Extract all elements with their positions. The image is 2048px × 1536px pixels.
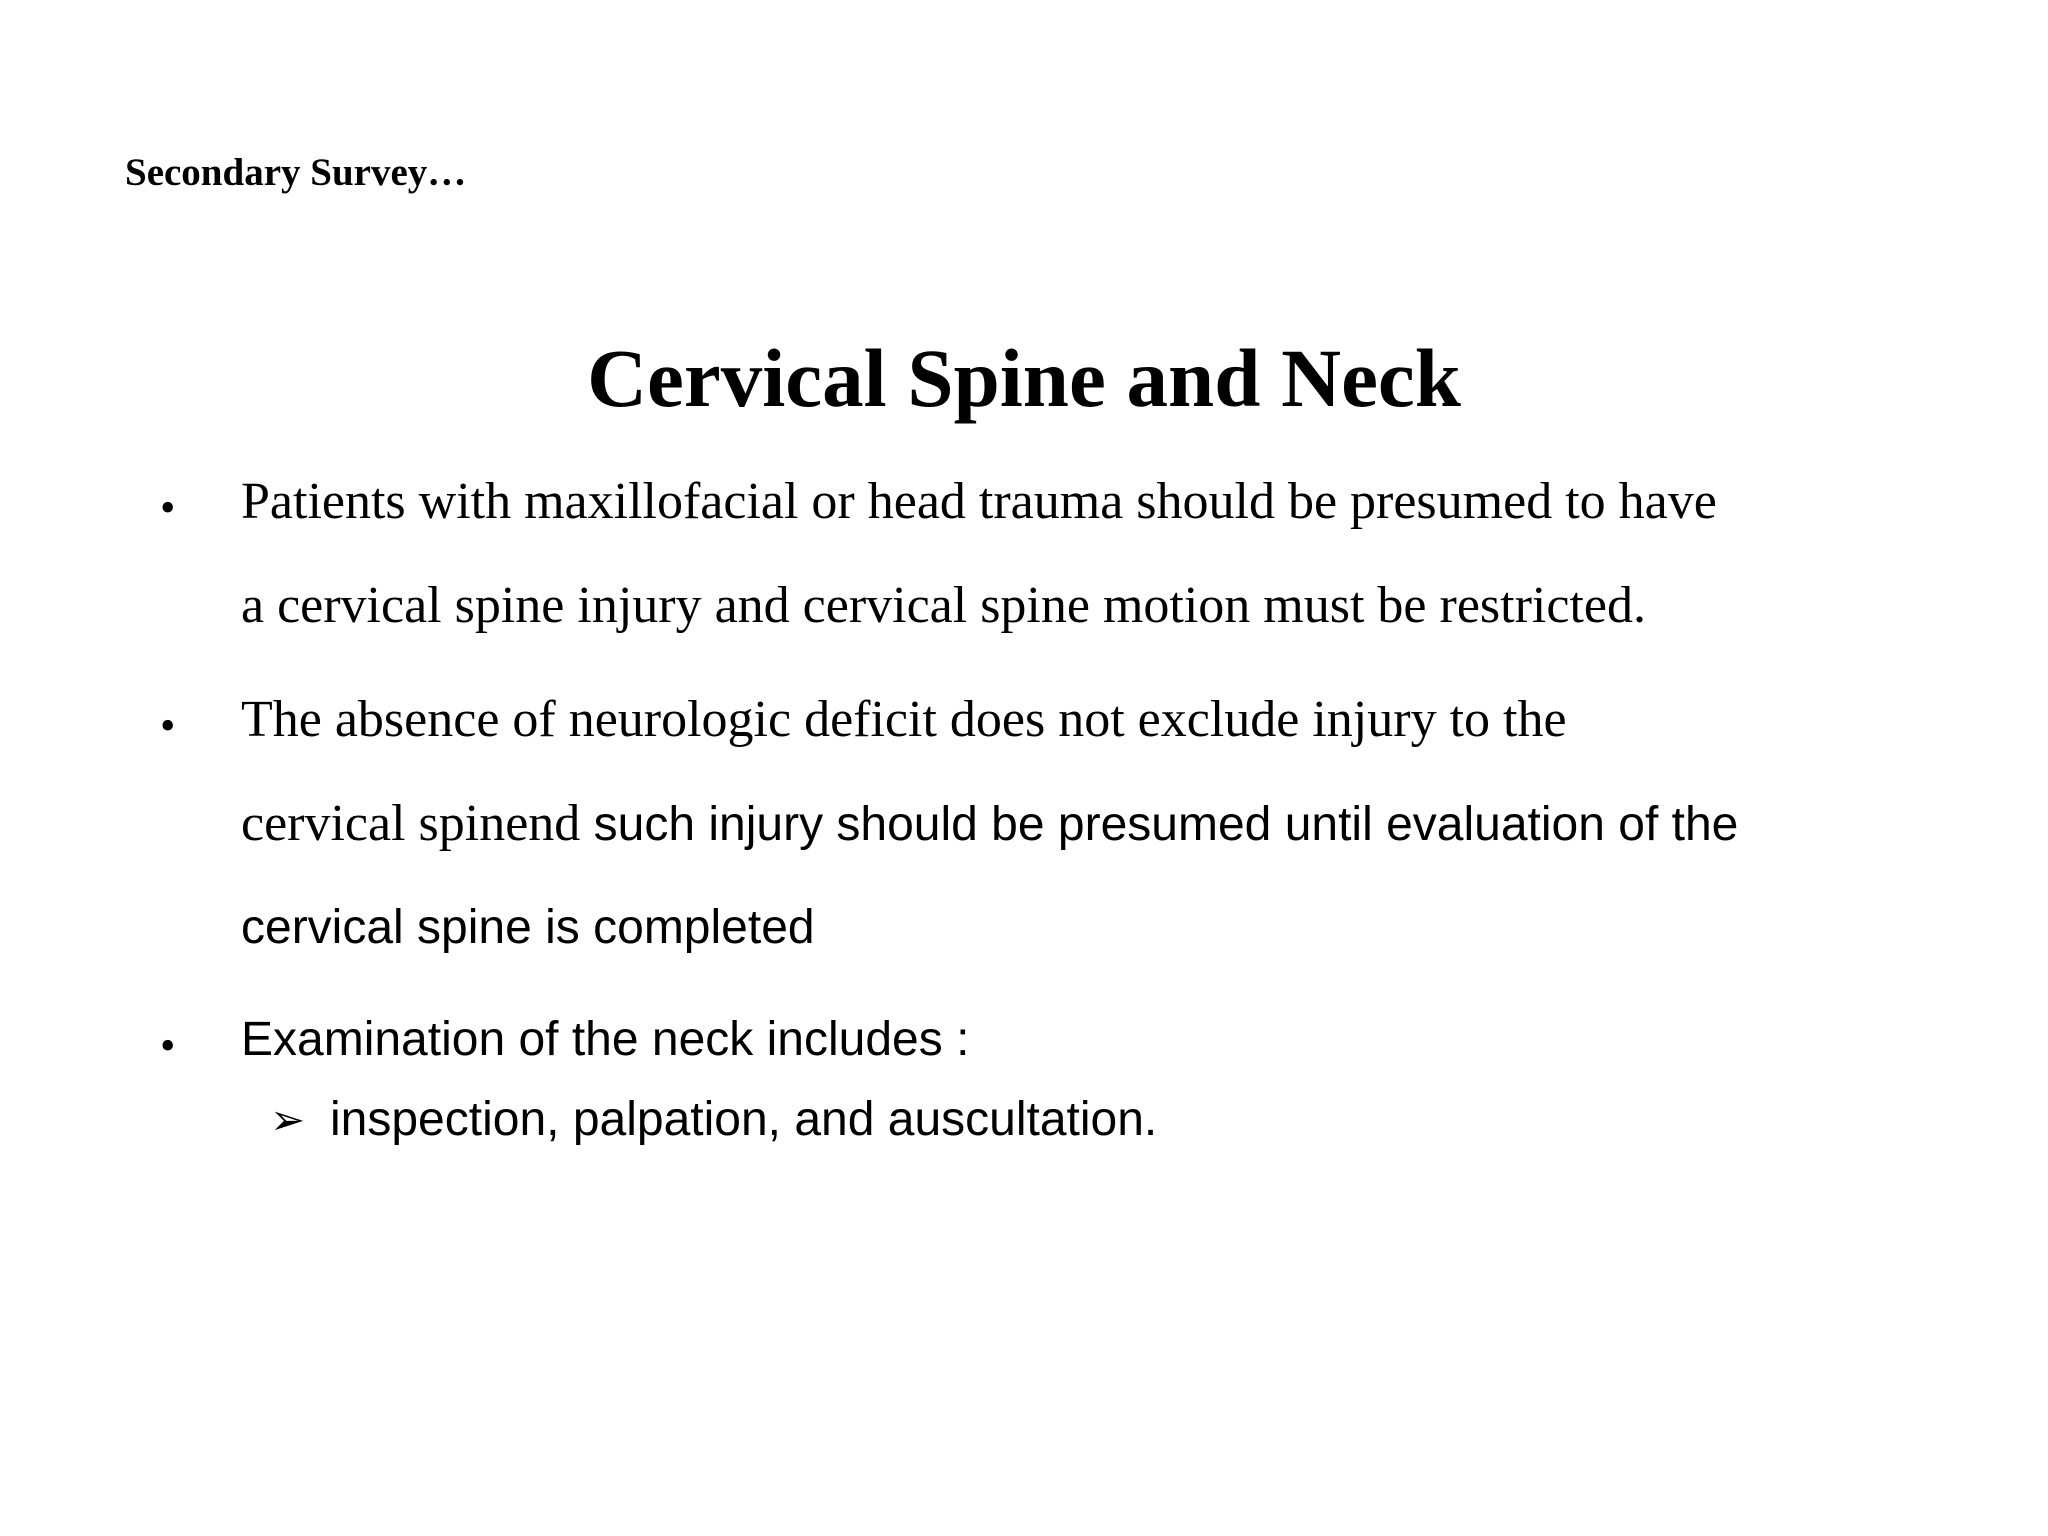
bullet-3-line-1: Examination of the neck includes : — [241, 1013, 970, 1066]
sub-bullet-text: inspection, palpation, and auscultation. — [330, 1093, 1158, 1146]
bullet-marker: • — [160, 483, 176, 532]
bullet-2-line-2-sans: such injury should be presumed until evaluation of the — [580, 798, 1739, 851]
bullet-marker: • — [160, 701, 176, 750]
arrow-bullet-icon: ➢ — [270, 1095, 306, 1144]
slide-title: Cervical Spine and Neck — [587, 332, 1461, 424]
bullet-1-line-2: a cervical spine injury and cervical spine motion must be restricted. — [241, 577, 1646, 634]
bullet-2-line-2 — [241, 794, 1738, 855]
bullet-2-line-3: cervical spine is completed — [241, 901, 815, 954]
bullet-marker: • — [160, 1021, 176, 1070]
bullet-2-line-2-serif: cervical spinend — [241, 795, 581, 852]
bullet-1-line-1: Patients with maxillofacial or head trauma should be presumed to have — [241, 473, 1717, 530]
slide-header: Secondary Survey… — [125, 151, 467, 194]
bullet-2-line-1: The absence of neurologic deficit does not exclude injury to the — [241, 691, 1567, 748]
